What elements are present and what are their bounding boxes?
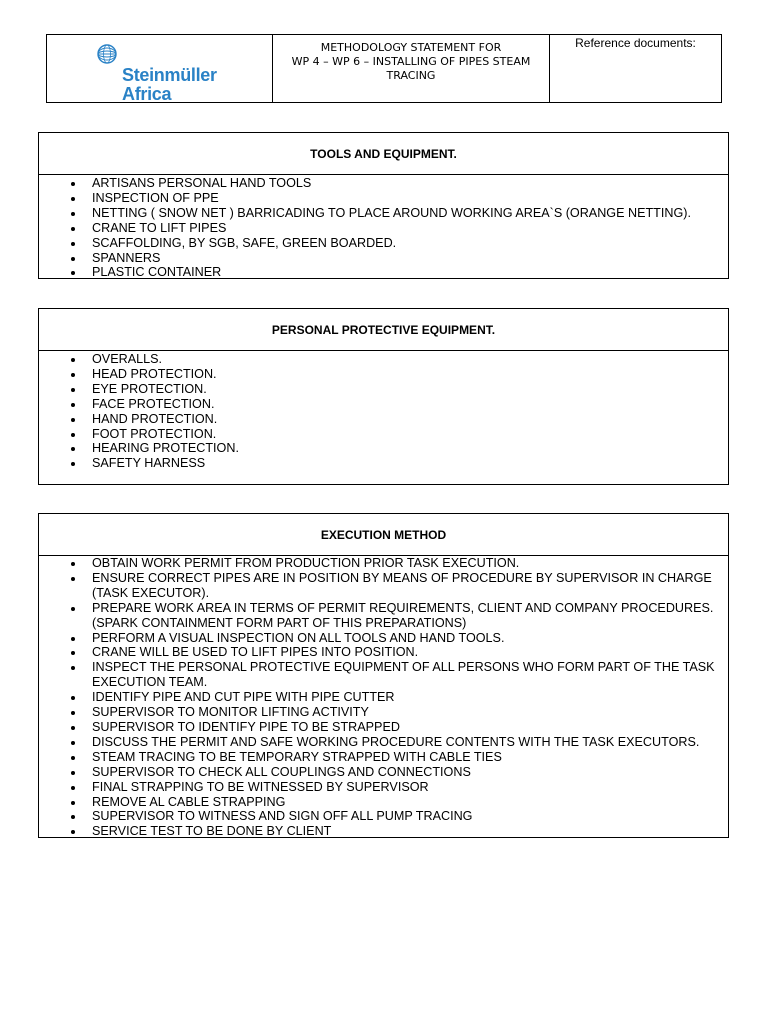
list-item: SPANNERS [39, 251, 728, 266]
logo-cell [47, 35, 273, 103]
list-item: SUPERVISOR TO MONITOR LIFTING ACTIVITY [39, 705, 728, 720]
list-item: STEAM TRACING TO BE TEMPORARY STRAPPED WITH CABLE TIES [39, 750, 728, 765]
section-heading: PERSONAL PROTECTIVE EQUIPMENT. [39, 309, 728, 351]
list-item: OVERALLS. [39, 352, 728, 367]
list-item: SUPERVISOR TO CHECK ALL COUPLINGS AND CONNECTIONS [39, 765, 728, 780]
list-item: SAFETY HARNESS [39, 456, 728, 471]
title-line-3: TRACING [386, 69, 436, 82]
execution-list [39, 556, 728, 839]
reference-documents-cell [550, 35, 722, 103]
list-item: ARTISANS PERSONAL HAND TOOLS [39, 176, 728, 191]
list-item: NETTING ( SNOW NET ) BARRICADING TO PLACE AROUND WORKING AREA`S (ORANGE NETTING). [39, 206, 728, 221]
company-logo [97, 43, 247, 104]
list-item: SUPERVISOR TO WITNESS AND SIGN OFF ALL PUMP TRACING [39, 809, 728, 824]
execution-method-section [38, 513, 729, 838]
list-item: FOOT PROTECTION. [39, 427, 728, 442]
logo-text-line1: Steinmüller [122, 65, 217, 85]
section-heading: TOOLS AND EQUIPMENT. [39, 133, 728, 175]
document-header [46, 34, 722, 103]
list-item: CRANE WILL BE USED TO LIFT PIPES INTO POSITION. [39, 645, 728, 660]
list-item: FACE PROTECTION. [39, 397, 728, 412]
list-item: HEAD PROTECTION. [39, 367, 728, 382]
title-line-1: METHODOLOGY STATEMENT FOR [320, 41, 502, 54]
list-item: OBTAIN WORK PERMIT FROM PRODUCTION PRIOR TASK EXECUTION. [39, 556, 728, 571]
list-item: HEARING PROTECTION. [39, 441, 728, 456]
list-item: IDENTIFY PIPE AND CUT PIPE WITH PIPE CUTTER [39, 690, 728, 705]
list-item: CRANE TO LIFT PIPES [39, 221, 728, 236]
list-item: SERVICE TEST TO BE DONE BY CLIENT [39, 824, 728, 839]
list-item: REMOVE AL CABLE STRAPPING [39, 795, 728, 810]
reference-documents-label: Reference documents: [575, 36, 696, 50]
list-item: PREPARE WORK AREA IN TERMS OF PERMIT REQUIREMENTS, CLIENT AND COMPANY PROCEDURES. (SPARK CONTAINMENT FORM PART OF THIS PREPARATIONS) [39, 601, 728, 631]
list-item: FINAL STRAPPING TO BE WITNESSED BY SUPERVISOR [39, 780, 728, 795]
list-item: ENSURE CORRECT PIPES ARE IN POSITION BY MEANS OF PROCEDURE BY SUPERVISOR IN CHARGE (TASK EXECUTOR). [39, 571, 728, 601]
logo-text-line2: Africa [122, 84, 172, 104]
list-item: SUPERVISOR TO IDENTIFY PIPE TO BE STRAPPED [39, 720, 728, 735]
list-item: PERFORM A VISUAL INSPECTION ON ALL TOOLS AND HAND TOOLS. [39, 631, 728, 646]
tools-equipment-section [38, 132, 729, 279]
list-item: HAND PROTECTION. [39, 412, 728, 427]
list-item: INSPECTION OF PPE [39, 191, 728, 206]
list-item: SCAFFOLDING, BY SGB, SAFE, GREEN BOARDED. [39, 236, 728, 251]
ppe-section [38, 308, 729, 485]
list-item: INSPECT THE PERSONAL PROTECTIVE EQUIPMENT OF ALL PERSONS WHO FORM PART OF THE TASK EXECUTION TEAM. [39, 660, 728, 690]
list-item: PLASTIC CONTAINER [39, 265, 728, 280]
list-item: EYE PROTECTION. [39, 382, 728, 397]
globe-icon [97, 44, 117, 64]
title-line-2: WP 4 – WP 6 – INSTALLING OF PIPES STEAM [291, 55, 531, 68]
tools-list [39, 175, 728, 280]
document-title [273, 35, 549, 83]
ppe-list [39, 351, 728, 471]
document-title-cell [273, 35, 550, 103]
list-item: DISCUSS THE PERMIT AND SAFE WORKING PROCEDURE CONTENTS WITH THE TASK EXECUTORS. [39, 735, 728, 750]
section-heading: EXECUTION METHOD [39, 514, 728, 556]
